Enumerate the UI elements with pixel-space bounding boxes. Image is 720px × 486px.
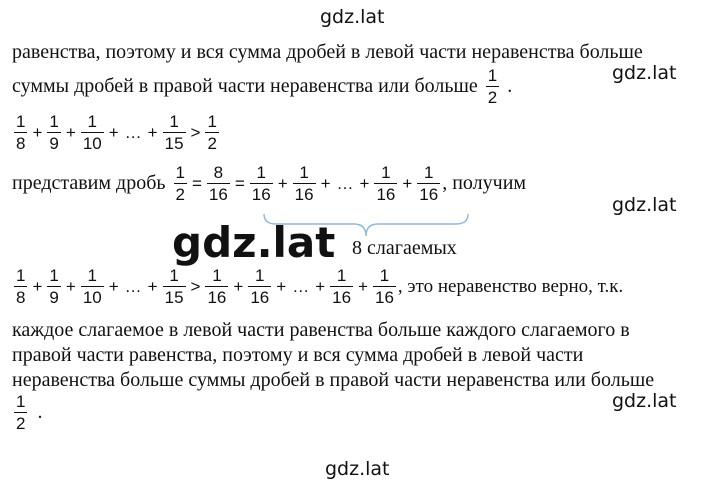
paragraph-1-line-2 <box>12 66 512 107</box>
brace-label: 8 слагаемых <box>352 237 457 259</box>
fraction <box>163 112 186 153</box>
fraction <box>47 266 60 307</box>
watermark-right-2: gdz.lat <box>612 194 677 216</box>
watermark-top: gdz.lat <box>320 6 385 28</box>
representation-tail-text: , получим <box>442 172 527 194</box>
inequality-2-tail-text: , это неравенство верно, т.к. <box>397 275 624 297</box>
fraction-bar <box>293 183 316 184</box>
denominator: 9 <box>49 288 59 307</box>
fraction-bar <box>81 132 104 133</box>
denominator: 2 <box>175 185 185 204</box>
fraction-bar <box>47 286 60 287</box>
denominator: 10 <box>82 134 102 153</box>
denominator: 16 <box>250 288 270 307</box>
paragraph-2-line-2: правой части равенства, поэтому и вся сумма дробей в левой части <box>12 344 584 366</box>
fraction <box>417 163 440 204</box>
denominator: 16 <box>419 185 439 204</box>
watermark-right-3: gdz.lat <box>612 390 677 412</box>
fraction <box>486 66 499 107</box>
representation-lead-text: представим дробь <box>12 172 166 194</box>
watermark-bottom: gdz.lat <box>325 458 390 480</box>
fraction-bar <box>163 286 186 287</box>
fraction <box>250 163 273 204</box>
equals-sign: = <box>191 173 202 193</box>
ellipsis: … <box>124 276 142 296</box>
denominator: 16 <box>376 185 396 204</box>
plus-sign: + <box>32 276 43 296</box>
fraction-bar <box>248 286 271 287</box>
numerator: 1 <box>169 112 179 131</box>
numerator: 1 <box>381 163 391 182</box>
fraction-bar <box>14 412 27 413</box>
ellipsis: … <box>336 173 354 193</box>
numerator: 1 <box>255 266 265 285</box>
fraction-bar <box>47 132 60 133</box>
denominator: 15 <box>164 288 184 307</box>
plus-sign: + <box>108 276 119 296</box>
paragraph-2-last-line <box>12 392 42 433</box>
numerator: 1 <box>49 266 59 285</box>
denominator: 2 <box>487 88 498 107</box>
numerator: 1 <box>207 112 217 131</box>
plus-sign: + <box>108 122 119 142</box>
fraction <box>207 163 230 204</box>
watermark-right-1: gdz.lat <box>612 62 677 84</box>
fraction <box>205 266 228 307</box>
plus-sign: + <box>358 276 368 296</box>
fraction <box>14 392 27 433</box>
plus-sign: + <box>277 173 288 193</box>
denominator: 2 <box>207 134 217 153</box>
denominator: 8 <box>16 134 26 153</box>
numerator: 1 <box>336 266 347 285</box>
ellipsis: … <box>124 122 142 142</box>
plus-sign: + <box>402 173 413 193</box>
fraction <box>14 266 27 307</box>
numerator: 1 <box>212 266 222 285</box>
fraction <box>81 112 104 153</box>
plus-sign: + <box>147 276 158 296</box>
fraction <box>373 266 396 307</box>
plus-sign: + <box>32 122 43 142</box>
fraction <box>374 163 397 204</box>
fraction-bar <box>330 286 353 287</box>
fraction-bar <box>374 183 397 184</box>
fraction <box>81 266 104 307</box>
numerator: 1 <box>87 112 97 131</box>
numerator: 1 <box>16 392 26 411</box>
fraction-bar <box>205 132 218 133</box>
denominator: 8 <box>16 288 26 307</box>
paragraph-2-line-3: неравенства больше суммы дробей в правой части неравенства или больше <box>12 369 655 391</box>
numerator: 1 <box>87 266 97 285</box>
fraction-bar <box>163 132 186 133</box>
fraction <box>47 112 60 153</box>
paragraph-1-line-2-text: суммы дробей в правой части неравенства или больше <box>12 75 478 97</box>
denominator: 15 <box>164 134 184 153</box>
fraction <box>330 266 353 307</box>
fraction-bar <box>14 286 27 287</box>
plus-sign: + <box>276 276 287 296</box>
paragraph-2-line-1: каждое слагаемое в левой части равенства больше каждого слагаемого в <box>12 319 630 341</box>
numerator: 1 <box>16 266 26 285</box>
plus-sign: + <box>65 276 76 296</box>
numerator: 1 <box>175 163 185 182</box>
denominator: 16 <box>251 185 271 204</box>
plus-sign: + <box>359 173 370 193</box>
fraction <box>174 163 187 204</box>
greater-than-sign: > <box>190 276 201 296</box>
plus-sign: + <box>320 173 331 193</box>
plus-sign: + <box>147 122 158 142</box>
fraction-bar <box>207 183 230 184</box>
numerator: 1 <box>487 66 498 85</box>
equals-sign: = <box>234 173 245 193</box>
fraction-bar <box>250 183 273 184</box>
plus-sign: + <box>315 276 326 296</box>
denominator: 2 <box>16 414 26 433</box>
denominator: 16 <box>332 288 352 307</box>
fraction <box>14 112 27 153</box>
numerator: 1 <box>256 163 266 182</box>
fraction <box>293 163 316 204</box>
numerator: 1 <box>169 266 179 285</box>
numerator: 1 <box>379 266 390 285</box>
fraction-bar <box>174 183 187 184</box>
period: . <box>507 75 513 97</box>
denominator: 16 <box>208 185 228 204</box>
fraction-bar <box>486 86 499 87</box>
paragraph-1-line-1: равенства, поэтому и вся сумма дробей в левой части неравенства больше <box>12 41 643 63</box>
fraction <box>248 266 271 307</box>
inequality-2 <box>12 266 623 307</box>
plus-sign: + <box>65 122 76 142</box>
numerator: 1 <box>49 112 59 131</box>
inequality-1 <box>12 112 221 153</box>
fraction <box>205 112 218 153</box>
denominator: 16 <box>207 288 227 307</box>
numerator: 1 <box>299 163 309 182</box>
numerator: 1 <box>424 163 434 182</box>
denominator: 9 <box>49 134 59 153</box>
fraction-bar <box>81 286 104 287</box>
denominator: 16 <box>374 288 394 307</box>
numerator: 8 <box>213 163 224 182</box>
fraction-bar <box>417 183 440 184</box>
denominator: 16 <box>294 185 314 204</box>
greater-than-sign: > <box>190 122 201 142</box>
watermark-center-big: gdz.lat <box>172 218 336 267</box>
fraction-bar <box>373 286 396 287</box>
fraction-bar <box>205 286 228 287</box>
numerator: 1 <box>16 112 26 131</box>
plus-sign: + <box>233 276 244 296</box>
ellipsis: … <box>292 276 310 296</box>
denominator: 10 <box>82 288 102 307</box>
period: . <box>37 401 43 423</box>
fraction-bar <box>14 132 27 133</box>
representation-line <box>12 163 526 204</box>
fraction <box>163 266 186 307</box>
